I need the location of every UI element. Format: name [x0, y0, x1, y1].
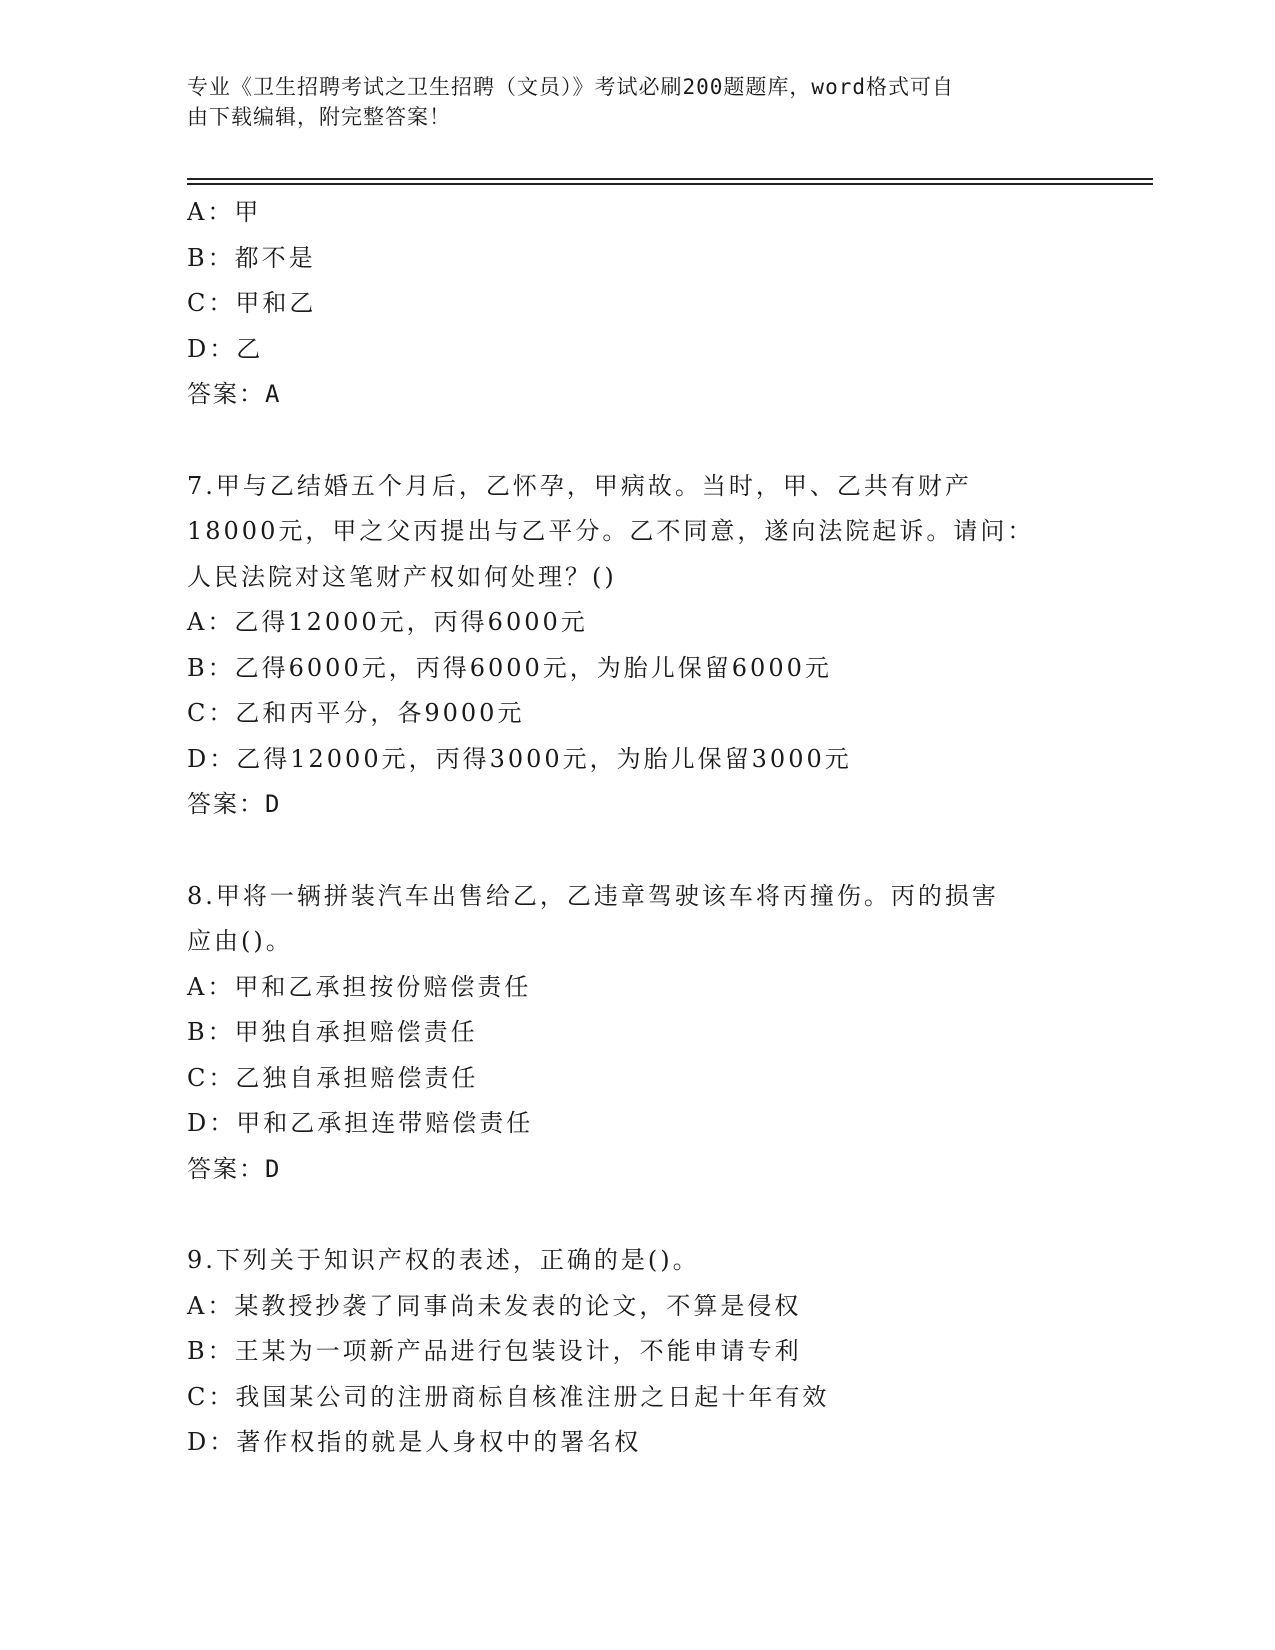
header-divider-bottom — [187, 183, 1153, 185]
question-content — [187, 190, 1087, 1466]
option-c: C：乙独自承担赔偿责任 — [187, 1063, 479, 1092]
question-stem-line: 9.下列关于知识产权的表述，正确的是()。 — [187, 1246, 700, 1274]
header-divider-top — [187, 178, 1153, 180]
option-b: B：乙得6000元，丙得6000元，为胎儿保留6000元 — [187, 653, 832, 682]
document-header — [187, 72, 1067, 132]
option-a: A：甲和乙承担按份赔偿责任 — [187, 972, 532, 1001]
option-b: B：甲独自承担赔偿责任 — [187, 1018, 478, 1046]
option-d: D：乙 — [187, 334, 264, 363]
option-c: C：乙和丙平分，各9000元 — [187, 699, 525, 727]
option-a: A：甲 — [187, 198, 262, 226]
question-stem-line: 18000元，甲之父丙提出与乙平分。乙不同意，遂向法院起诉。请问： — [187, 517, 1035, 545]
option-a: A：某教授抄袭了同事尚未发表的论文，不算是侵权 — [187, 1291, 802, 1320]
option-a: A：乙得12000元，丙得6000元 — [187, 608, 588, 636]
option-b: B：都不是 — [187, 243, 316, 272]
option-d: D：乙得12000元，丙得3000元，为胎儿保留3000元 — [187, 744, 852, 773]
answer-line: 答案：D — [187, 1154, 282, 1183]
option-d: D：甲和乙承担连带赔偿责任 — [187, 1109, 534, 1137]
option-b: B：王某为一项新产品进行包装设计，不能申请专利 — [187, 1337, 802, 1365]
question-stem-line: 7.甲与乙结婚五个月后，乙怀孕，甲病故。当时，甲、乙共有财产 — [187, 471, 972, 500]
header-line-1: 专业《卫生招聘考试之卫生招聘（文员）》考试必刷200题题库，word格式可自 — [187, 75, 954, 99]
question-6 — [187, 190, 1087, 418]
option-c: C：甲和乙 — [187, 289, 317, 317]
answer-line: 答案：A — [187, 380, 282, 408]
question-stem-line: 8.甲将一辆拼装汽车出售给乙，乙违章驾驶该车将丙撞伤。丙的损害 — [187, 881, 999, 910]
spacer — [187, 1192, 1087, 1238]
question-7 — [187, 464, 1087, 828]
question-9 — [187, 1238, 1087, 1466]
spacer — [187, 828, 1087, 874]
answer-line: 答案：D — [187, 790, 282, 818]
question-stem-line: 应由()。 — [187, 927, 293, 955]
spacer — [187, 418, 1087, 464]
option-d: D：著作权指的就是人身权中的署名权 — [187, 1428, 642, 1456]
option-c: C：我国某公司的注册商标自核准注册之日起十年有效 — [187, 1382, 830, 1411]
question-stem-line: 人民法院对这笔财产权如何处理？() — [187, 562, 617, 591]
question-8 — [187, 874, 1087, 1193]
header-line-2: 由下载编辑，附完整答案！ — [187, 105, 451, 129]
